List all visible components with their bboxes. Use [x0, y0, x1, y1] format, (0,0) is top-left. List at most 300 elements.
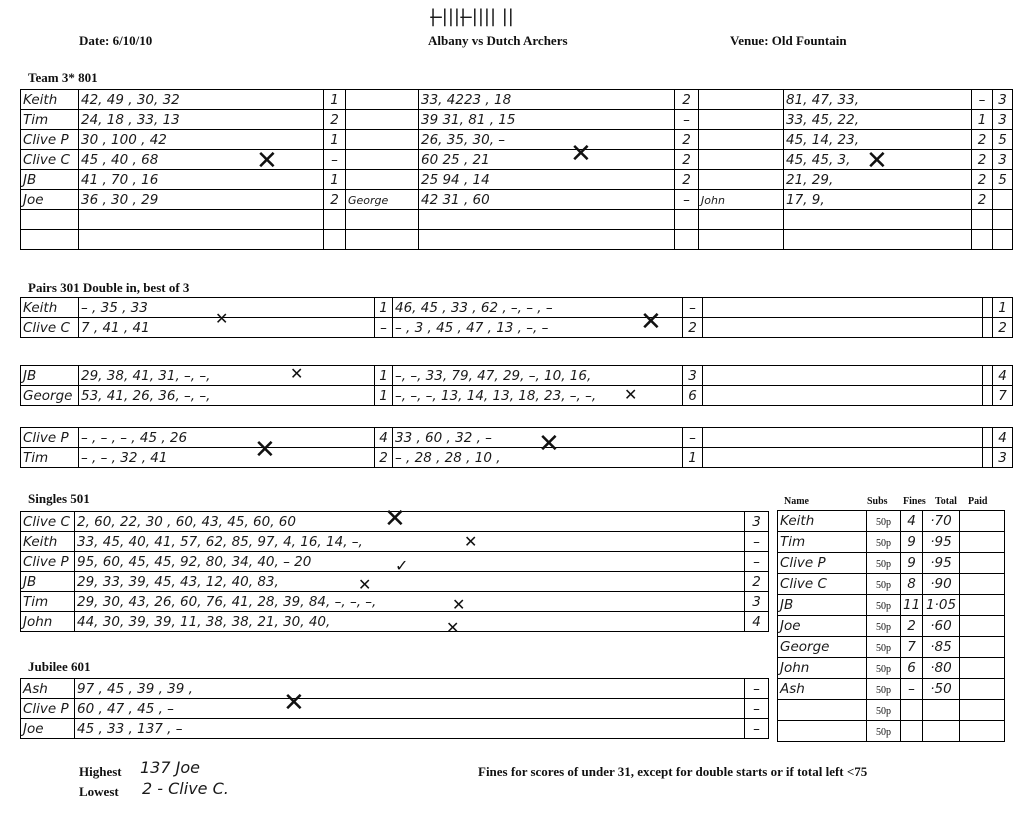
leg1-scores-text: – , – , – , 45 , 26 [81, 429, 188, 446]
team-row [21, 210, 1013, 230]
fines-paid [960, 721, 1005, 742]
player-name-text: Tim [23, 593, 49, 610]
fines-name-text: JB [780, 597, 794, 613]
cross-mark: ✕ [624, 385, 638, 404]
leg2-result [683, 298, 703, 318]
leg1-result [324, 170, 346, 190]
team-table [20, 89, 1013, 250]
leg1-result-text: – [380, 319, 387, 336]
subs-cell [867, 721, 901, 742]
leg1-scores [79, 366, 375, 386]
fines-total-text: ·50 [930, 681, 952, 697]
fines-total-text: 1·05 [925, 597, 957, 613]
leg3-scores [703, 448, 983, 468]
player-name-text: Clive C [23, 151, 70, 168]
leg1-result-text: 1 [379, 299, 388, 316]
leg2-scores-text: – , 28 , 28 , 10 , [395, 449, 501, 466]
leg3-substitute [699, 170, 784, 190]
row-total-text: 2 [998, 319, 1007, 336]
subs-cell [867, 574, 901, 595]
fines-count-text: 8 [907, 576, 916, 592]
leg2-result [683, 448, 703, 468]
pairs-table [20, 365, 1013, 406]
leg3-scores [703, 318, 983, 338]
scores-text: 29, 30, 43, 26, 60, 76, 41, 28, 39, 84, –, –, –, [77, 593, 377, 610]
row-total [993, 110, 1013, 130]
row-total [993, 230, 1013, 250]
result-text: – [753, 553, 760, 570]
leg3-scores [784, 90, 972, 110]
fines-paid [960, 700, 1005, 721]
fines-total-text: ·60 [930, 618, 952, 634]
cross-mark: ✕ [215, 309, 229, 328]
leg1-scores [79, 190, 324, 210]
player-name [21, 170, 79, 190]
pairs-row [21, 428, 1013, 448]
leg1-scores-text: 45 , 40 , 68 [81, 151, 159, 168]
scores-text: 44, 30, 39, 39, 11, 38, 38, 21, 30, 40, [77, 613, 331, 630]
leg2-scores-text: –, –, 33, 79, 47, 29, –, 10, 16, [395, 367, 592, 384]
fines-name [778, 553, 867, 574]
fines-name [778, 532, 867, 553]
leg3-substitute [699, 210, 784, 230]
leg2-result-text: 2 [688, 319, 697, 336]
fines-count [901, 637, 923, 658]
cross-mark: ✕ [283, 688, 305, 718]
cross-mark: ✕ [384, 504, 406, 534]
result [745, 719, 769, 739]
leg3-result [983, 298, 993, 318]
leg2-scores [419, 90, 675, 110]
leg2-scores [393, 386, 683, 406]
leg3-result [972, 190, 993, 210]
leg3-substitute [699, 150, 784, 170]
leg2-scores [419, 110, 675, 130]
pairs-row [21, 448, 1013, 468]
subs-text: 50p [876, 559, 891, 570]
scores [75, 512, 745, 532]
fines-name [778, 595, 867, 616]
fines-count [901, 658, 923, 679]
leg3-result-text: 2 [977, 171, 987, 188]
leg3-scores-text: 21, 29, [786, 171, 834, 188]
fines-count-text: 4 [907, 513, 916, 529]
fines-row [778, 574, 1005, 595]
leg2-scores [419, 150, 675, 170]
cross-mark: ✕ [358, 575, 372, 594]
row-total [993, 298, 1013, 318]
fines-paid [960, 679, 1005, 700]
leg1-result-text: 2 [379, 449, 388, 466]
pairs-table [20, 427, 1013, 468]
result-text: – [753, 720, 760, 737]
cross-mark: ✕ [452, 595, 466, 614]
fines-paid [960, 658, 1005, 679]
player-name [21, 612, 75, 632]
leg3-scores-text: 45, 14, 23, [786, 131, 859, 148]
pairs-section-title: Pairs 301 Double in, best of 3 [28, 280, 190, 295]
leg3-result-text: – [978, 91, 986, 108]
fines-total [923, 679, 960, 700]
fines-paid [960, 637, 1005, 658]
fines-row [778, 553, 1005, 574]
fines-row [778, 595, 1005, 616]
row-total-text: 5 [998, 171, 1007, 188]
row-total-text: 5 [998, 131, 1007, 148]
leg3-result-text: 2 [977, 191, 987, 208]
leg3-result [983, 428, 993, 448]
fines-count [901, 574, 923, 595]
team-row [21, 190, 1013, 210]
leg1-result [375, 428, 393, 448]
leg3-result [972, 170, 993, 190]
cross-mark: ✕ [256, 146, 278, 176]
fines-count-text: 7 [907, 639, 916, 655]
scores [75, 699, 745, 719]
leg1-result-text: 1 [379, 367, 388, 384]
cross-mark: ✕ [538, 429, 560, 459]
player-name-text: JB [23, 573, 37, 590]
leg3-substitute-text: John [701, 193, 725, 207]
fines-count [901, 616, 923, 637]
leg2-result [683, 386, 703, 406]
player-name [21, 719, 75, 739]
leg2-result [683, 318, 703, 338]
row-total [993, 210, 1013, 230]
row-total [993, 90, 1013, 110]
player-name [21, 552, 75, 572]
row-total-text: 3 [998, 449, 1007, 466]
highest-label: Highest [79, 764, 122, 779]
leg1-result [324, 190, 346, 210]
leg1-scores-text: 30 , 100 , 42 [81, 131, 167, 148]
leg3-result [972, 130, 993, 150]
player-name-text: Keith [23, 299, 58, 316]
fines-count-text: 2 [907, 618, 916, 634]
jubilee-table [20, 678, 769, 739]
leg3-scores-text: 33, 45, 22, [786, 111, 859, 128]
scores [75, 532, 745, 552]
leg2-scores-text: 33 , 60 , 32 , – [395, 429, 492, 446]
scores-text: 60 , 47 , 45 , – [77, 700, 174, 717]
leg1-result [375, 386, 393, 406]
leg1-result-text: 4 [379, 429, 388, 446]
subs-cell [867, 658, 901, 679]
player-name-text: Clive P [23, 131, 69, 148]
leg3-substitute [699, 230, 784, 250]
subs-cell [867, 511, 901, 532]
jubilee-section-title: Jubilee 601 [28, 659, 91, 674]
leg3-scores [703, 386, 983, 406]
leg2-substitute [346, 210, 419, 230]
cross-mark: ✕ [570, 139, 592, 169]
player-name-text: JB [23, 171, 37, 188]
scores [75, 592, 745, 612]
leg1-result [324, 150, 346, 170]
leg1-result-text: – [331, 151, 338, 168]
row-total-text: 3 [998, 91, 1007, 108]
fines-name-text: Ash [780, 681, 805, 697]
fines-header-subs: Subs [867, 496, 888, 507]
row-total [993, 448, 1013, 468]
fines-count-text: 9 [907, 534, 916, 550]
fines-paid [960, 511, 1005, 532]
leg1-scores-text: 53, 41, 26, 36, –, –, [81, 387, 211, 404]
fines-total-text: ·95 [930, 555, 952, 571]
row-total-text: 4 [998, 429, 1007, 446]
player-name-text: JB [23, 367, 37, 384]
leg3-scores [703, 428, 983, 448]
fines-total [923, 574, 960, 595]
leg3-result [983, 318, 993, 338]
fines-paid [960, 532, 1005, 553]
leg2-result [675, 170, 699, 190]
subs-text: 50p [876, 538, 891, 549]
subs-cell [867, 679, 901, 700]
result [745, 679, 769, 699]
cross-mark: ✕ [254, 435, 276, 465]
leg2-scores-text: 25 94 , 14 [421, 171, 490, 188]
player-name [21, 366, 79, 386]
team-row [21, 110, 1013, 130]
fines-row [778, 637, 1005, 658]
leg2-scores-text: –, –, –, 13, 14, 13, 18, 23, –, –, [395, 387, 597, 404]
leg2-result [675, 150, 699, 170]
fines-row [778, 532, 1005, 553]
leg2-result [675, 90, 699, 110]
leg3-scores-text: 17, 9, [786, 191, 825, 208]
leg2-result-text: 3 [688, 367, 697, 384]
row-total-text: 4 [998, 367, 1007, 384]
subs-cell [867, 700, 901, 721]
row-total-text: 3 [998, 111, 1007, 128]
leg1-result [324, 110, 346, 130]
leg3-scores [703, 298, 983, 318]
result-text: – [753, 700, 760, 717]
leg1-scores-text: 36 , 30 , 29 [81, 191, 159, 208]
subs-text: 50p [876, 685, 891, 696]
cross-mark: ✕ [464, 532, 478, 551]
result [745, 552, 769, 572]
leg1-scores [79, 428, 375, 448]
leg2-result [675, 110, 699, 130]
fines-total-text: ·90 [930, 576, 952, 592]
leg1-result-text: 1 [379, 387, 388, 404]
leg3-result [983, 448, 993, 468]
result-text: 2 [752, 573, 761, 590]
leg2-scores [393, 318, 683, 338]
singles-row [21, 532, 769, 552]
row-total [993, 150, 1013, 170]
subs-cell [867, 553, 901, 574]
leg2-scores [393, 298, 683, 318]
player-name [21, 110, 79, 130]
leg2-scores-text: 60 25 , 21 [421, 151, 490, 168]
fines-total [923, 637, 960, 658]
result-text: 3 [752, 593, 761, 610]
subs-text: 50p [876, 664, 891, 675]
leg2-scores-text: 46, 45 , 33 , 62 , –, – , – [395, 299, 553, 316]
fines-name [778, 679, 867, 700]
leg1-result [375, 298, 393, 318]
leg1-scores-text: – , 35 , 33 [81, 299, 148, 316]
player-name [21, 592, 75, 612]
player-name [21, 318, 79, 338]
player-name [21, 386, 79, 406]
leg1-result [324, 130, 346, 150]
fines-name-text: Tim [780, 534, 806, 550]
result-text: – [753, 533, 760, 550]
fines-total [923, 532, 960, 553]
leg2-substitute [346, 110, 419, 130]
leg1-scores [79, 130, 324, 150]
leg2-substitute [346, 230, 419, 250]
player-name-text: Ash [23, 680, 48, 697]
scores [75, 719, 745, 739]
scores [75, 552, 745, 575]
leg2-substitute [346, 190, 419, 210]
leg1-result [324, 230, 346, 250]
lowest-label: Lowest [79, 784, 119, 799]
row-total-text: 7 [998, 387, 1007, 404]
team-row [21, 90, 1013, 110]
result [745, 512, 769, 532]
player-name-text: Clive P [23, 429, 69, 446]
player-name-text: Clive P [23, 553, 69, 570]
venue-label: Venue: Old Fountain [730, 33, 847, 48]
pairs-row [21, 318, 1013, 338]
leg2-result-text: – [689, 429, 696, 446]
fines-name-text: Clive C [780, 576, 827, 592]
lowest-value: 2 - Clive C. [142, 779, 229, 798]
pairs-row [21, 298, 1013, 318]
player-name [21, 190, 79, 210]
fines-count-text: 6 [907, 660, 916, 676]
fines-name-text: George [780, 639, 830, 655]
fines-name [778, 700, 867, 721]
player-name [21, 679, 75, 699]
scores-text: 2, 60, 22, 30 , 60, 43, 45, 60, 60 [77, 513, 296, 530]
scores-text: 45 , 33 , 137 , – [77, 720, 183, 737]
leg2-result [683, 366, 703, 386]
leg3-result [972, 90, 993, 110]
row-total [993, 386, 1013, 406]
fines-name-text: Joe [780, 618, 801, 634]
tally-marks: | ̶̶|||| ̶|||| || [430, 6, 514, 27]
fines-total [923, 721, 960, 742]
subs-cell [867, 532, 901, 553]
leg2-scores [419, 230, 675, 250]
player-name [21, 298, 79, 318]
fines-header-fines: Fines [903, 496, 926, 507]
fines-total-text: ·80 [930, 660, 952, 676]
cross-mark: ✕ [866, 146, 888, 176]
fines-name [778, 616, 867, 637]
fines-row [778, 721, 1005, 742]
leg2-result-text: – [683, 111, 690, 128]
leg3-substitute [699, 190, 784, 210]
leg3-substitute [699, 130, 784, 150]
leg2-substitute [346, 150, 419, 170]
player-name [21, 532, 75, 552]
row-total-text: 1 [998, 299, 1007, 316]
leg2-result-text: 2 [682, 171, 691, 188]
leg3-result-text: 2 [977, 151, 987, 168]
player-name [21, 230, 79, 250]
leg1-scores [79, 386, 375, 406]
scores-text: 33, 45, 40, 41, 57, 62, 85, 97, 4, 16, 14, –, [77, 533, 363, 550]
player-name-text: Clive C [23, 513, 70, 530]
player-name [21, 699, 75, 719]
leg3-scores-text: 81, 47, 33, [786, 91, 859, 108]
fines-total-text: ·85 [930, 639, 952, 655]
tick-mark: ✓ [395, 556, 409, 575]
leg3-result [983, 386, 993, 406]
fines-total [923, 595, 960, 616]
result [745, 532, 769, 552]
leg1-scores [79, 230, 324, 250]
leg3-result [972, 150, 993, 170]
result-text: 3 [752, 513, 761, 530]
team-row [21, 170, 1013, 190]
pairs-row [21, 386, 1013, 406]
pairs-row [21, 366, 1013, 386]
leg3-result [972, 210, 993, 230]
subs-text: 50p [876, 622, 891, 633]
scores-text: 97 , 45 , 39 , 39 , [77, 680, 193, 697]
leg1-result-text: 1 [330, 91, 339, 108]
fines-note: Fines for scores of under 31, except for double starts or if total left <75 [478, 764, 868, 779]
leg3-scores [784, 210, 972, 230]
leg1-scores-text: 42, 49 , 30, 32 [81, 91, 180, 108]
fines-row [778, 700, 1005, 721]
fines-name [778, 658, 867, 679]
player-name [21, 150, 79, 170]
subs-text: 50p [876, 601, 891, 612]
subs-text: 50p [876, 643, 891, 654]
leg2-scores [419, 210, 675, 230]
cross-mark: ✕ [446, 618, 460, 637]
result-text: 4 [752, 613, 761, 630]
player-name-text: Tim [23, 111, 49, 128]
fines-total-text: ·95 [930, 534, 952, 550]
leg1-scores-text: 7 , 41 , 41 [81, 319, 150, 336]
leg2-scores-text: 42 31 , 60 [421, 191, 490, 208]
player-name-text: Clive C [23, 319, 70, 336]
scores-text: 29, 33, 39, 45, 43, 12, 40, 83, [77, 573, 279, 590]
leg3-result-text: 2 [977, 131, 987, 148]
player-name-text: Keith [23, 533, 58, 550]
fines-total-text: ·70 [930, 513, 952, 529]
leg3-scores [784, 190, 972, 210]
fines-name-text: John [780, 660, 810, 676]
subs-cell [867, 616, 901, 637]
player-name [21, 90, 79, 110]
fines-count [901, 721, 923, 742]
leg2-result [675, 190, 699, 210]
leg3-scores [784, 110, 972, 130]
leg2-result-text: 2 [682, 131, 691, 148]
leg1-scores-text: 41 , 70 , 16 [81, 171, 159, 188]
leg2-substitute [346, 90, 419, 110]
fines-count [901, 553, 923, 574]
leg2-scores [419, 190, 675, 210]
cross-mark: ✕ [290, 364, 304, 383]
leg2-scores-text: 26, 35, 30, – [421, 131, 506, 148]
leg2-substitute-text: George [348, 193, 389, 207]
scores [75, 679, 745, 699]
team-section-title: Team 3* 801 [28, 70, 98, 85]
